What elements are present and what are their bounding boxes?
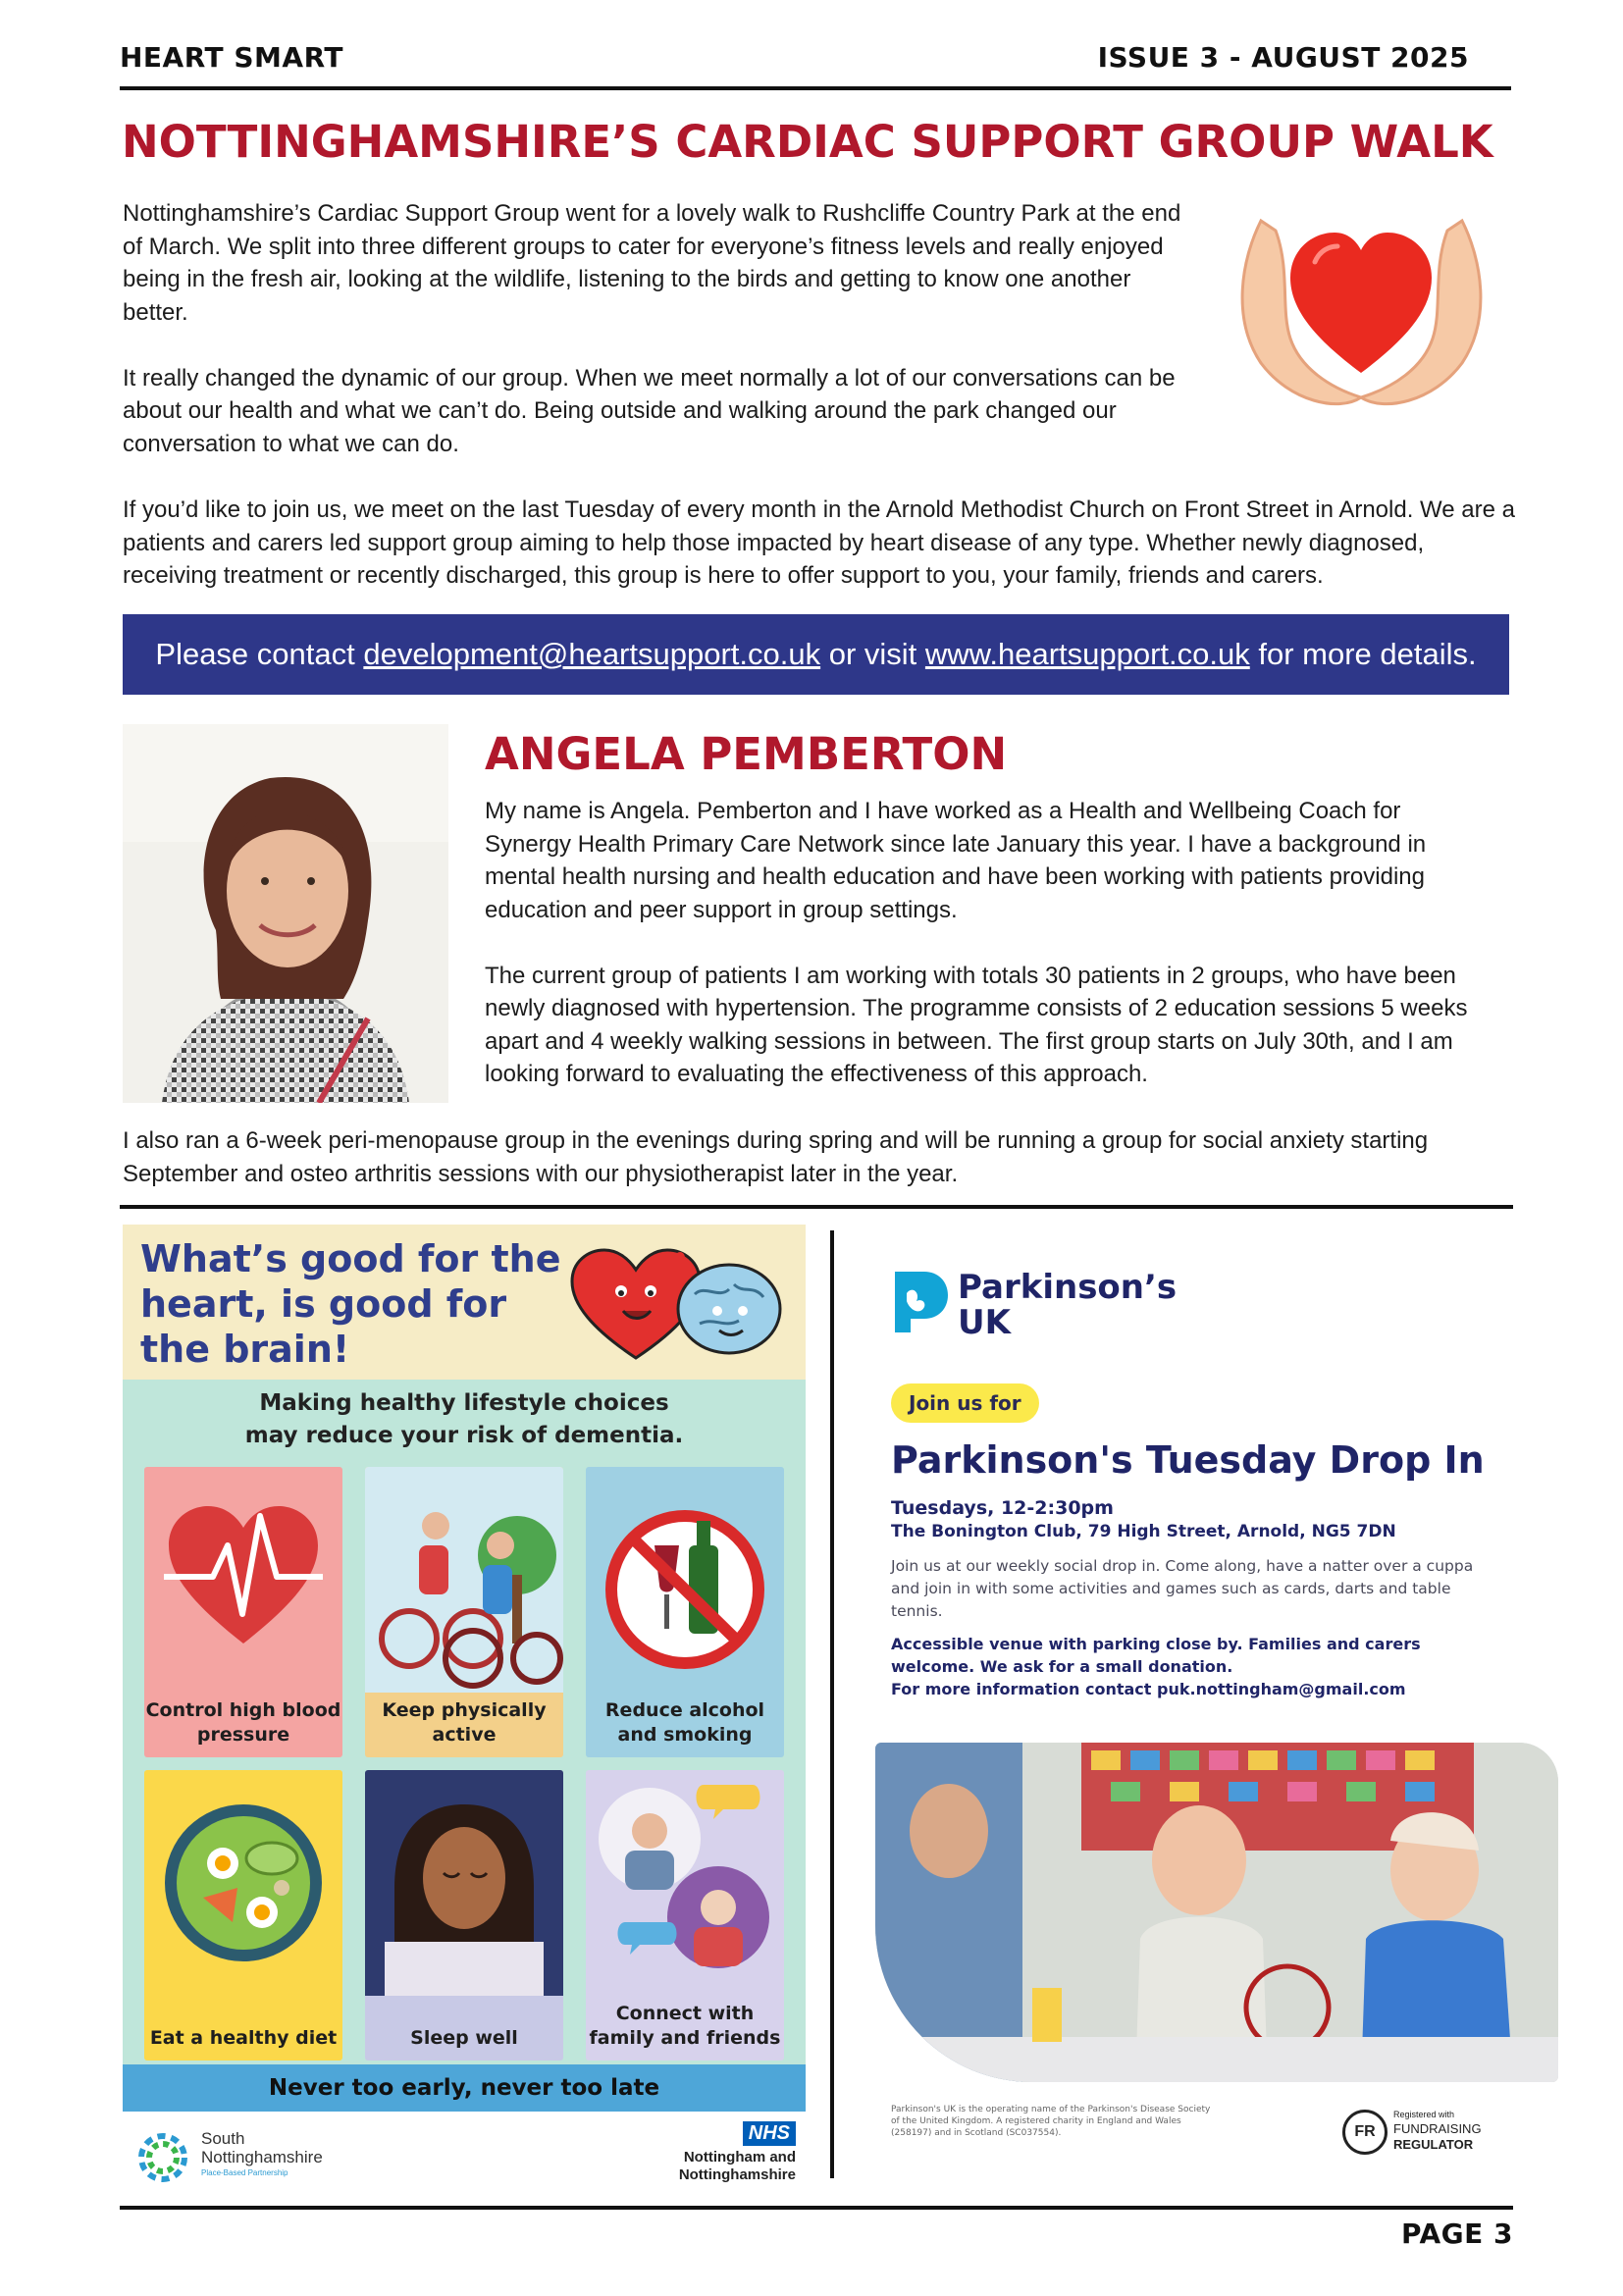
walk-paragraph-3: If you’d like to join us, we meet on the last Tuesday of every month in the Arnold Methodist Church on Front Street in Arnold. We are a patients and carers led support group aiming to help those impacted by heart disease of any type. Whether newly diagnosed, receiving treatment or recently discharged, this group is here to offer support to you, your family, friends and carers.: [123, 496, 1515, 589]
heart-brain-icon: [562, 1240, 788, 1368]
tile-blood-pressure: [144, 1467, 342, 1757]
angela-photo: [123, 724, 448, 1103]
sleeping-person-icon: [365, 1770, 563, 1996]
partnership-name-3: Place-Based Partnership: [201, 2168, 288, 2177]
cyclists-icon: [365, 1467, 563, 1693]
tile-label: Reduce alcohol and smoking: [604, 1699, 765, 1746]
fr-fundraising: FUNDRAISING: [1393, 2121, 1482, 2136]
tile-label: Control high blood pressure: [145, 1699, 341, 1746]
tile-physically-active: [365, 1467, 563, 1757]
join-us-pill: Join us for: [891, 1383, 1039, 1423]
dropin-contact: For more information contact puk.nottingham@gmail.com: [891, 1680, 1406, 1698]
newsletter-name: HEART SMART: [120, 41, 343, 74]
tile-alcohol-smoking: [586, 1467, 784, 1757]
banner-suffix: for more details.: [1249, 637, 1477, 671]
dropin-heading: Parkinson's Tuesday Drop In: [891, 1438, 1485, 1482]
banner-prefix: Please contact: [155, 637, 364, 671]
dropin-venue: The Bonington Club, 79 High Street, Arnold, NG5 7DN: [891, 1522, 1396, 1541]
dropin-accessibility: Accessible venue with parking close by. Families and carers welcome. We ask for a small donation.: [891, 1635, 1421, 1676]
angela-body: [485, 795, 1515, 1091]
parkinsons-logo-icon: [895, 1272, 948, 1332]
dropin-description: Join us at our weekly social drop in. Come along, have a natter over a cuppa and join in with some activities and games such as cards, darts and table tennis.: [891, 1557, 1474, 1620]
angela-title: ANGELA PEMBERTON: [485, 728, 1008, 780]
poster-footer: Never too early, never too late: [123, 2064, 806, 2112]
group-photo-image: [875, 1743, 1558, 2082]
angela-paragraph-2: The current group of patients I am working with totals 30 patients in 2 groups, who have been newly diagnosed with hypertension. The programme consists of 2 education sessions 5 weeks apart and 4 weekly walking sessions in between. The first group starts on July 30th, and I am looking forward to evaluating the effectiveness of this approach.: [485, 962, 1468, 1087]
fr-badge-icon: FR: [1342, 2110, 1387, 2155]
poster-subtitle: Making healthy lifestyle choices may reduce your risk of dementia.: [244, 1390, 684, 1448]
partnership-name-2: Nottinghamshire: [201, 2148, 323, 2166]
partnership-logo-icon: [132, 2127, 193, 2188]
contact-banner: [123, 614, 1509, 695]
walk-title: NOTTINGHAMSHIRE’S CARDIAC SUPPORT GROUP WALK: [122, 116, 1493, 168]
poster-logos: [123, 2112, 806, 2192]
salad-bowl-icon: [144, 1770, 342, 1996]
issue-date: ISSUE 3 - AUGUST 2025: [1097, 41, 1469, 74]
tile-label: Keep physically active: [382, 1699, 547, 1746]
tile-label: Eat a healthy diet: [149, 2027, 338, 2049]
tile-sleep-well: [365, 1770, 563, 2061]
parkinsons-poster: [864, 1225, 1570, 2192]
poster-title: What’s good for the heart, is good for the brain!: [140, 1237, 561, 1371]
walk-paragraph-2: It really changed the dynamic of our group. When we meet normally a lot of our conversations can be about our health and what we can’t do. Being outside and walking around the park changed our conversation to what we can do.: [123, 364, 1176, 457]
fr-registered: Registered with: [1393, 2110, 1455, 2119]
dementia-poster: [123, 1225, 806, 2192]
walk-body: [123, 197, 1202, 460]
nhs-region-1: Nottingham and: [683, 2149, 796, 2166]
parkinsons-logo-text-1: Parkinson’s: [958, 1268, 1178, 1307]
angela-paragraph-3: I also ran a 6-week peri-menopause group in the evenings during spring and will be running a group for social anxiety starting September and osteo arthritis sessions with our physiotherapist later in the year.: [123, 1127, 1429, 1187]
no-alcohol-icon: [586, 1467, 784, 1693]
dropin-info: [891, 1633, 1499, 1700]
heart-hands-icon: [1222, 201, 1501, 422]
walk-paragraph-1: Nottinghamshire’s Cardiac Support Group went for a lovely walk to Rushcliffe Country Park at the end of March. We split into three different groups to cater for everyone’s fitness levels and really enjoyed being in the fresh air, looking at the wildlife, listening to the birds and getting to know one another better.: [123, 200, 1181, 326]
nhs-logo: NHS: [743, 2121, 796, 2146]
parkinsons-logo-text-2: UK: [958, 1303, 1011, 1342]
tile-healthy-diet: [144, 1770, 342, 2061]
tile-connect: [586, 1770, 784, 2061]
banner-middle: or visit: [820, 637, 925, 671]
dropin-time: Tuesdays, 12-2:30pm: [891, 1497, 1114, 1519]
fr-regulator: REGULATOR: [1393, 2137, 1474, 2152]
tile-label: Connect with family and friends: [589, 2003, 781, 2049]
contact-email-link[interactable]: development@heartsupport.co.uk: [363, 637, 821, 671]
portrait-image: [123, 724, 448, 1103]
website-link[interactable]: www.heartsupport.co.uk: [924, 637, 1250, 671]
partnership-name-1: South: [201, 2129, 245, 2148]
nhs-region-2: Nottinghamshire: [678, 2166, 796, 2183]
poster-divider: [830, 1230, 834, 2178]
heart-pulse-icon: [144, 1467, 342, 1693]
page-number: PAGE 3: [1401, 2218, 1513, 2250]
people-connect-icon: [586, 1770, 784, 1996]
angela-paragraph-1: My name is Angela. Pemberton and I have worked as a Health and Wellbeing Coach for Synergy Health Primary Care Network since late January this year. I have a background in mental health nursing and health education and have been working with patients providing education and peer support in group settings.: [485, 798, 1427, 923]
charity-disclaimer: Parkinson's UK is the operating name of the Parkinson's Disease Society of the United Kingdom. A registered charity in England and Wales (258197) and in Scotland (SC037554).: [891, 2105, 1211, 2138]
dropin-photo: [875, 1743, 1558, 2082]
header-divider: [120, 86, 1511, 90]
footer-divider: [120, 2206, 1513, 2210]
tile-label: Sleep well: [410, 2027, 518, 2049]
section-divider: [120, 1205, 1513, 1209]
heart-hands-illustration: [1222, 201, 1501, 422]
